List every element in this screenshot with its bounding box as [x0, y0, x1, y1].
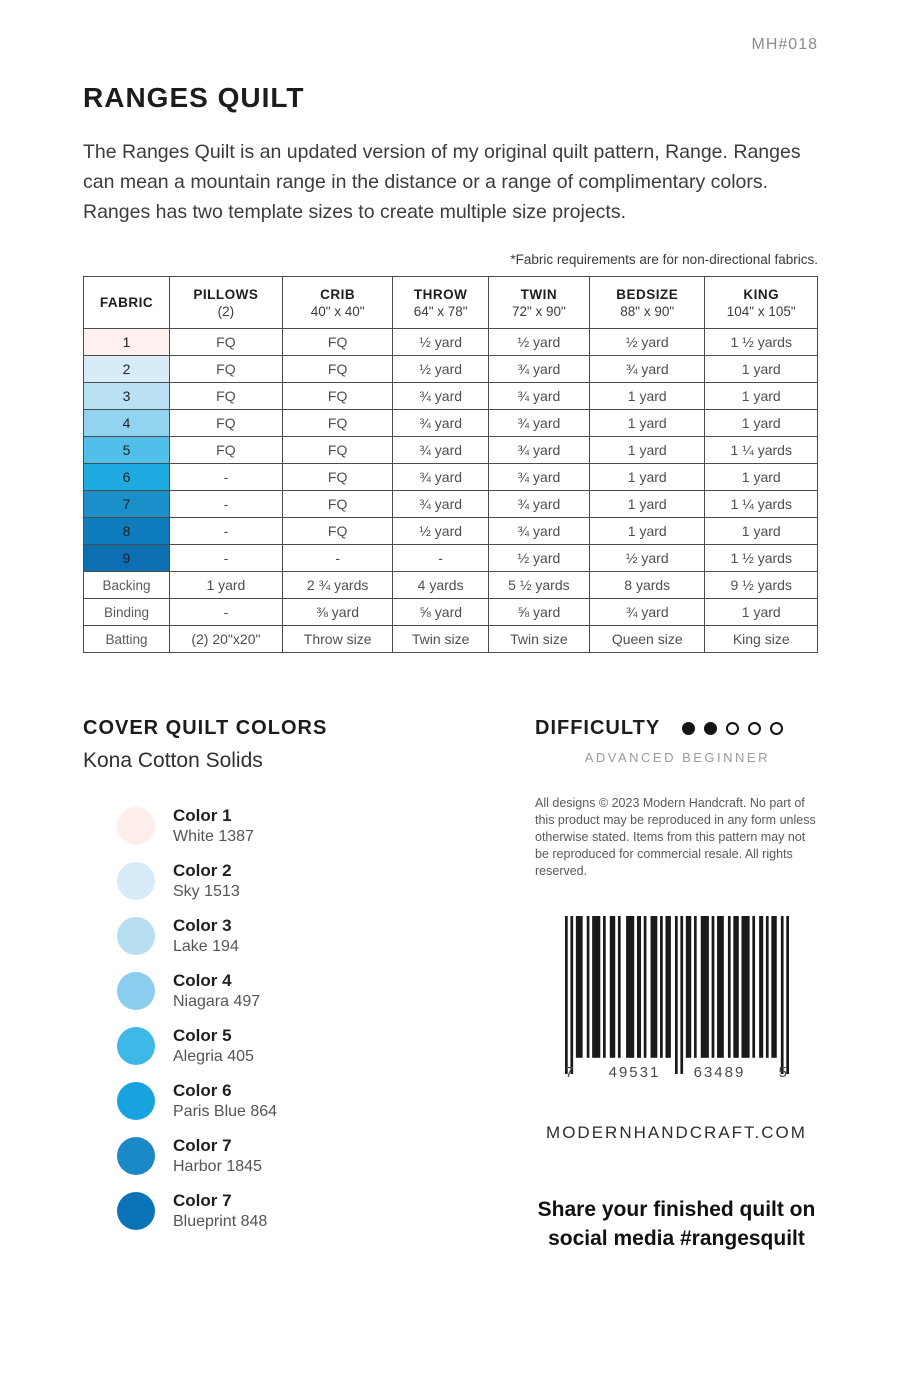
fabric-cell: ¾ yard	[393, 410, 488, 437]
fabric-cell: 1 ½ yards	[705, 329, 818, 356]
barcode-digit-group: 5	[778, 1064, 789, 1081]
fabric-cell: FQ	[282, 464, 393, 491]
color-swatch-icon	[117, 1027, 155, 1065]
fabric-cell: ¾ yard	[590, 356, 705, 383]
fabric-cell: ¾ yard	[488, 410, 589, 437]
color-name: White 1387	[173, 827, 254, 845]
bottom-section	[83, 717, 818, 1253]
color-swatch-icon	[117, 807, 155, 845]
fabric-cell: 1 yard	[705, 599, 818, 626]
cover-colors-section	[83, 717, 535, 1253]
color-label: Color 5	[173, 1025, 232, 1045]
fabric-cell: -	[393, 545, 488, 572]
fabric-row-label: Batting	[84, 626, 170, 653]
list-item	[117, 908, 535, 963]
pattern-code: MH#018	[751, 36, 818, 53]
table-row	[84, 545, 818, 572]
fabric-row-label: 4	[84, 410, 170, 437]
list-item	[117, 853, 535, 908]
fabric-cell: FQ	[170, 356, 283, 383]
fabric-cell: FQ	[170, 329, 283, 356]
fabric-cell: FQ	[170, 383, 283, 410]
table-row	[84, 410, 818, 437]
difficulty-heading: DIFFICULTY	[535, 717, 661, 739]
list-item	[117, 1128, 535, 1183]
color-name: Sky 1513	[173, 882, 240, 900]
difficulty-dot-filled-icon	[682, 722, 695, 735]
fabric-footnote: *Fabric requirements are for non-directional fabrics.	[510, 252, 818, 267]
fabric-cell: ¾ yard	[488, 383, 589, 410]
fabric-cell: FQ	[282, 329, 393, 356]
fabric-cell: 9 ½ yards	[705, 572, 818, 599]
fabric-cell: FQ	[282, 356, 393, 383]
fabric-row-label: 6	[84, 464, 170, 491]
fabric-cell: 1 yard	[590, 383, 705, 410]
fabric-cell: King size	[705, 626, 818, 653]
fabric-cell: FQ	[282, 410, 393, 437]
column-header: KING 104" x 105"	[705, 277, 818, 329]
fabric-cell: ¾ yard	[393, 383, 488, 410]
fabric-cell: 1 yard	[705, 464, 818, 491]
fabric-cell: 5 ½ yards	[488, 572, 589, 599]
color-name: Harbor 1845	[173, 1157, 262, 1175]
fabric-row-label: Binding	[84, 599, 170, 626]
fabric-cell: -	[282, 545, 393, 572]
fabric-table-header	[84, 277, 818, 329]
color-swatch-icon	[117, 917, 155, 955]
fabric-cell: 1 yard	[590, 491, 705, 518]
difficulty-level: ADVANCED BEGINNER	[584, 750, 770, 765]
difficulty-dot-filled-icon	[704, 722, 717, 735]
fabric-cell: ½ yard	[488, 329, 589, 356]
color-label: Color 7	[173, 1135, 232, 1155]
color-name: Blueprint 848	[173, 1212, 268, 1230]
cover-colors-subheading: Kona Cotton Solids	[83, 749, 263, 772]
table-row	[84, 329, 818, 356]
pattern-description: The Ranges Quilt is an updated version of my original quilt pattern, Range. Ranges can mean a mountain range in the distance or a range of complimentary colors. Ranges has two template sizes to create multiple size projects.	[83, 141, 801, 223]
fabric-row-label: 8	[84, 518, 170, 545]
cover-colors-heading: COVER QUILT COLORS	[83, 717, 328, 739]
fabric-cell: 1 yard	[705, 410, 818, 437]
table-row	[84, 599, 818, 626]
fabric-cell: 1 yard	[705, 356, 818, 383]
color-swatch-icon	[117, 1137, 155, 1175]
color-list	[117, 798, 535, 1238]
list-item	[117, 1018, 535, 1073]
fabric-cell: ¾ yard	[488, 491, 589, 518]
page-title: RANGES QUILT	[83, 82, 305, 113]
color-swatch-icon	[117, 862, 155, 900]
table-row	[84, 464, 818, 491]
color-label: Color 3	[173, 915, 232, 935]
color-name: Paris Blue 864	[173, 1102, 278, 1120]
fabric-cell: ¾ yard	[488, 464, 589, 491]
fabric-cell: ½ yard	[590, 545, 705, 572]
fabric-table-body	[84, 329, 818, 653]
color-swatch-icon	[117, 1192, 155, 1230]
fabric-cell: ¾ yard	[393, 464, 488, 491]
table-row	[84, 491, 818, 518]
color-label: Color 7	[173, 1190, 232, 1210]
info-column	[535, 717, 818, 1253]
fabric-cell: -	[170, 518, 283, 545]
fabric-cell: 1 ½ yards	[705, 545, 818, 572]
fabric-cell: FQ	[282, 491, 393, 518]
fabric-row-label: 5	[84, 437, 170, 464]
column-header: PILLOWS (2)	[170, 277, 283, 329]
difficulty-dot-empty-icon	[748, 722, 761, 735]
list-item	[117, 1073, 535, 1128]
fabric-cell: Twin size	[393, 626, 488, 653]
table-row	[84, 356, 818, 383]
color-label: Color 4	[173, 970, 232, 990]
fabric-cell: Queen size	[590, 626, 705, 653]
fabric-cell: ½ yard	[393, 329, 488, 356]
barcode-digit-group: 49531	[608, 1064, 661, 1081]
color-name: Alegria 405	[173, 1047, 254, 1065]
fabric-cell: ½ yard	[590, 329, 705, 356]
fabric-row-label: 2	[84, 356, 170, 383]
difficulty-dots	[682, 722, 783, 735]
fabric-cell: ¾ yard	[488, 518, 589, 545]
share-line: social media #rangesquilt	[548, 1227, 805, 1250]
fabric-cell: 1 yard	[590, 437, 705, 464]
fabric-row-label: 3	[84, 383, 170, 410]
list-item	[117, 798, 535, 853]
fabric-row-label: 9	[84, 545, 170, 572]
copyright-text: All designs © 2023 Modern Handcraft. No part of this product may be reproduced in any form unless otherwise stated. Items from this pattern may not be reproduced for commercial resale. All rights reserved.	[535, 796, 816, 878]
website-text: MODERNHANDCRAFT.COM	[546, 1123, 807, 1142]
fabric-cell: ¾ yard	[393, 437, 488, 464]
fabric-cell: 1 ¼ yards	[705, 437, 818, 464]
table-row	[84, 383, 818, 410]
column-header: CRIB 40" x 40"	[282, 277, 393, 329]
list-item	[117, 1183, 535, 1238]
fabric-requirements-table	[83, 276, 818, 653]
fabric-row-label: 7	[84, 491, 170, 518]
barcode-bars	[565, 916, 789, 1074]
color-label: Color 2	[173, 860, 232, 880]
fabric-cell: 4 yards	[393, 572, 488, 599]
color-swatch-icon	[117, 1082, 155, 1120]
table-row	[84, 572, 818, 599]
fabric-cell: (2) 20"x20"	[170, 626, 283, 653]
barcode	[565, 916, 789, 1081]
fabric-cell: Throw size	[282, 626, 393, 653]
barcode-digits	[565, 1064, 789, 1081]
color-swatch-icon	[117, 972, 155, 1010]
fabric-cell: ¾ yard	[488, 437, 589, 464]
column-header: TWIN 72" x 90"	[488, 277, 589, 329]
fabric-cell: ½ yard	[393, 518, 488, 545]
fabric-row-label: Backing	[84, 572, 170, 599]
fabric-cell: FQ	[170, 437, 283, 464]
fabric-cell: -	[170, 545, 283, 572]
page-content	[0, 82, 900, 1253]
table-row	[84, 437, 818, 464]
difficulty-dot-empty-icon	[770, 722, 783, 735]
fabric-cell: 1 yard	[705, 518, 818, 545]
fabric-cell: ½ yard	[393, 356, 488, 383]
fabric-cell: -	[170, 491, 283, 518]
color-label: Color 6	[173, 1080, 232, 1100]
column-header: THROW 64" x 78"	[393, 277, 488, 329]
fabric-cell: 1 ¼ yards	[705, 491, 818, 518]
difficulty-dot-empty-icon	[726, 722, 739, 735]
table-row	[84, 626, 818, 653]
fabric-cell: ⅝ yard	[393, 599, 488, 626]
fabric-cell: ⅝ yard	[488, 599, 589, 626]
fabric-row-label: 1	[84, 329, 170, 356]
table-row	[84, 518, 818, 545]
fabric-cell: -	[170, 599, 283, 626]
difficulty-row	[535, 717, 818, 740]
share-message	[535, 1195, 818, 1253]
fabric-cell: 1 yard	[590, 464, 705, 491]
fabric-cell: ½ yard	[488, 545, 589, 572]
fabric-cell: -	[170, 464, 283, 491]
fabric-cell: Twin size	[488, 626, 589, 653]
fabric-cell: FQ	[282, 518, 393, 545]
column-header: FABRIC	[84, 277, 170, 329]
fabric-cell: ¾ yard	[393, 491, 488, 518]
fabric-cell: FQ	[282, 383, 393, 410]
color-name: Lake 194	[173, 937, 239, 955]
fabric-cell: ¾ yard	[488, 356, 589, 383]
barcode-digit-group: 63489	[693, 1064, 746, 1081]
fabric-cell: 1 yard	[170, 572, 283, 599]
fabric-cell: 2 ¾ yards	[282, 572, 393, 599]
fabric-cell: ¾ yard	[590, 599, 705, 626]
fabric-cell: 1 yard	[705, 383, 818, 410]
color-name: Niagara 497	[173, 992, 261, 1010]
list-item	[117, 963, 535, 1018]
column-header: BEDSIZE 88" x 90"	[590, 277, 705, 329]
color-label: Color 1	[173, 805, 232, 825]
fabric-cell: 1 yard	[590, 410, 705, 437]
fabric-cell: 1 yard	[590, 518, 705, 545]
fabric-cell: FQ	[282, 437, 393, 464]
fabric-cell: 8 yards	[590, 572, 705, 599]
fabric-cell: FQ	[170, 410, 283, 437]
barcode-digit-group: 7	[565, 1064, 576, 1081]
fabric-cell: ⅜ yard	[282, 599, 393, 626]
share-line: Share your finished quilt on	[537, 1198, 816, 1221]
